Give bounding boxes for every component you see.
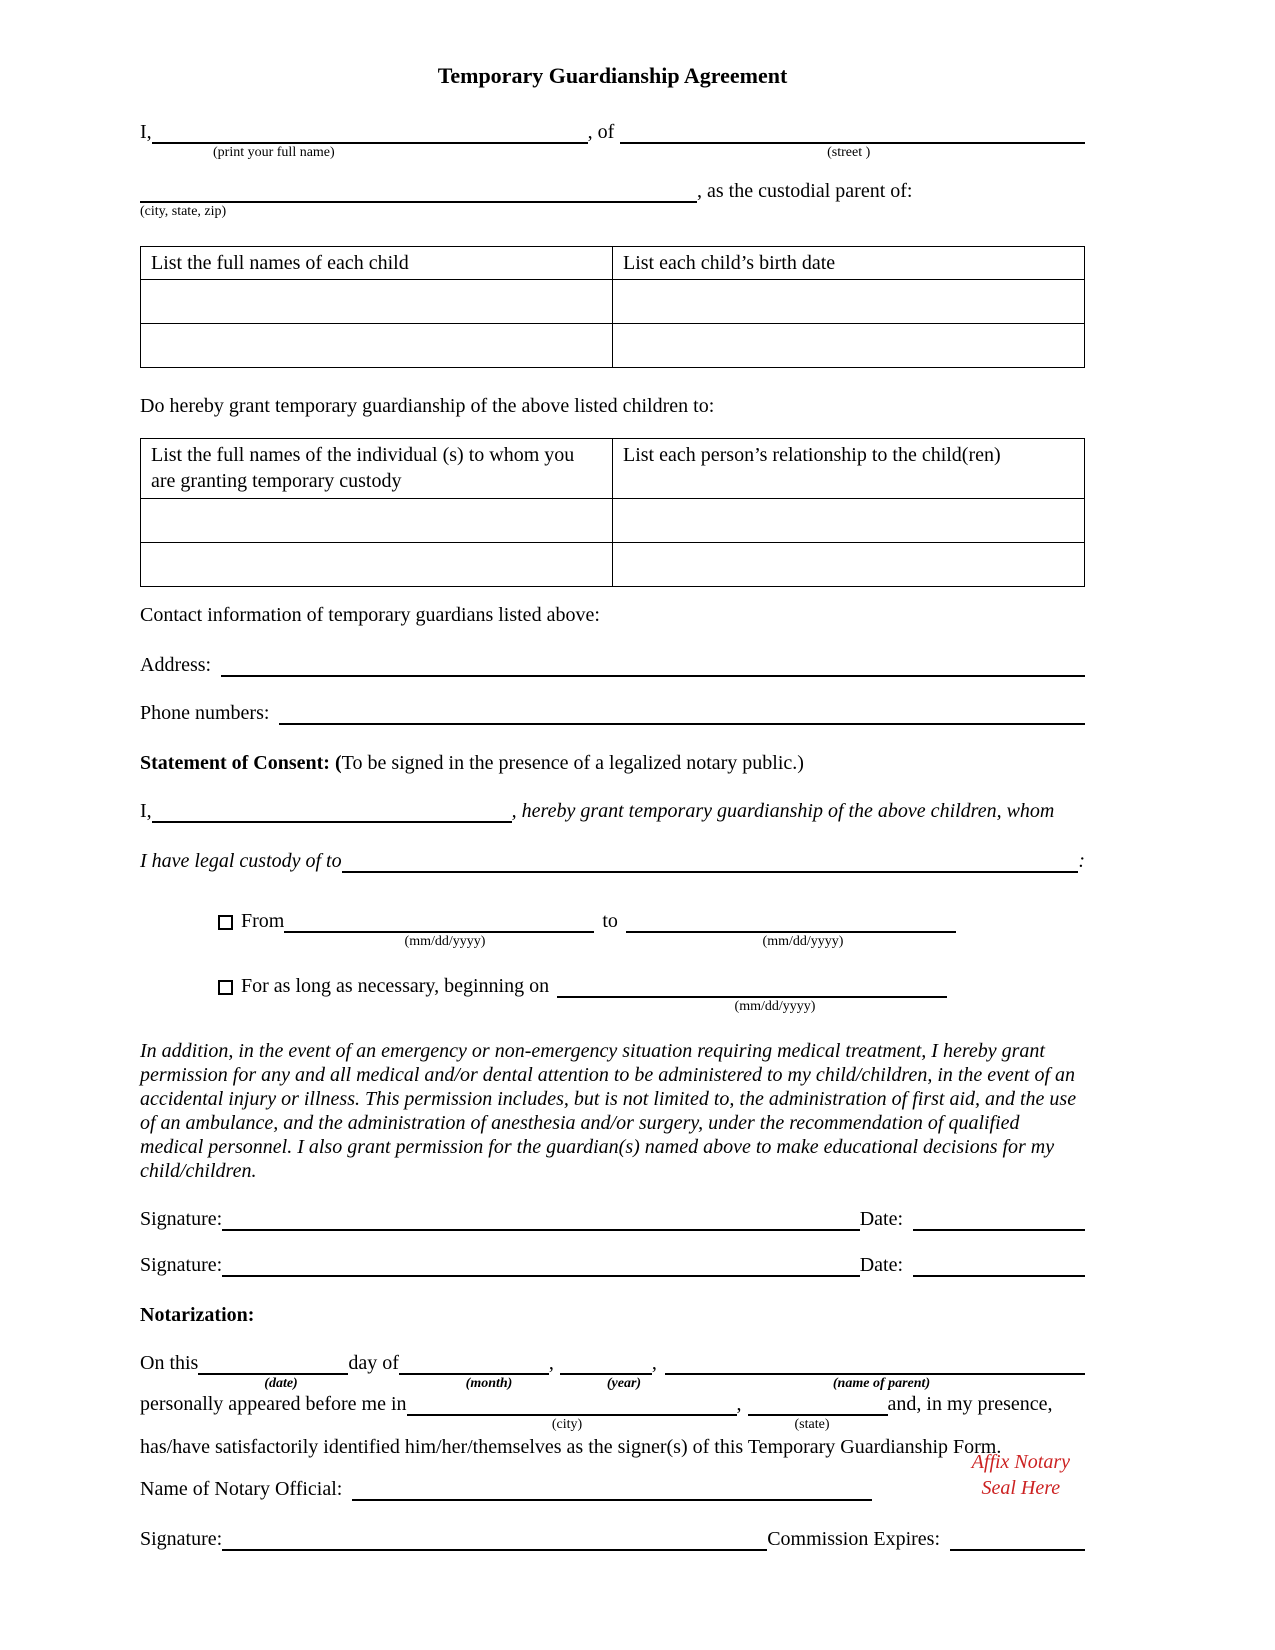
consent-i-label: I, xyxy=(140,800,152,822)
date-range-checkbox[interactable] xyxy=(218,915,233,930)
parent-name-hint: (name of parent) xyxy=(832,1376,931,1391)
notary-parent-name-blank[interactable] xyxy=(665,1351,1085,1375)
intro-hints-1 xyxy=(140,144,1085,161)
notary-bottom-block xyxy=(140,1435,1085,1501)
duration-checkbox[interactable] xyxy=(218,980,233,995)
identified-text: has/have satisfactorily identified him/her/themselves as the signer(s) of this Temporary Guardianship Form. xyxy=(140,1436,1002,1458)
signature-label-2: Signature: xyxy=(140,1254,223,1276)
signature-row-2 xyxy=(140,1253,1085,1277)
consent-heading-bold: Statement of Consent: ( xyxy=(140,752,342,774)
consent-heading xyxy=(140,751,1085,775)
guardians-table-row-1 xyxy=(141,499,1085,543)
city-state-zip-blank[interactable] xyxy=(140,179,697,203)
date-hint: (date) xyxy=(264,1376,298,1391)
child-name-cell-2[interactable] xyxy=(141,324,613,368)
date-label-2: Date: xyxy=(859,1254,903,1276)
appeared-row xyxy=(140,1392,1085,1416)
children-name-header: List the full names of each child xyxy=(141,247,613,280)
children-table-row-2 xyxy=(141,324,1085,368)
guardian-relationship-cell-2[interactable] xyxy=(613,543,1085,587)
phone-blank[interactable] xyxy=(279,701,1085,725)
consent-grant-text: , hereby grant temporary guardianship of the above children, whom xyxy=(511,800,1055,822)
contact-heading: Contact information of temporary guardians listed above: xyxy=(140,604,600,626)
signature-row-1 xyxy=(140,1207,1085,1231)
notary-signature-blank[interactable] xyxy=(222,1527,767,1551)
notary-day-blank[interactable] xyxy=(198,1351,348,1375)
beginning-date-hint: (mm/dd/yyyy) xyxy=(734,999,816,1014)
signature-blank-1[interactable] xyxy=(222,1207,859,1231)
notary-date-row xyxy=(140,1351,1085,1375)
notary-month-blank[interactable] xyxy=(399,1351,549,1375)
print-name-hint: (print your full name) xyxy=(213,145,335,160)
to-label: to xyxy=(602,910,618,932)
notary-comma-2: , xyxy=(651,1352,657,1374)
grant-statement: Do hereby grant temporary guardianship of the above listed children to: xyxy=(140,395,715,417)
duration-row xyxy=(140,974,1085,998)
notary-comma-3: , xyxy=(736,1393,742,1415)
from-date-blank[interactable] xyxy=(284,909,594,933)
date-label-1: Date: xyxy=(859,1208,903,1230)
consent-heading-rest: To be signed in the presence of a legalized notary public.) xyxy=(341,752,804,774)
consent-name-blank[interactable] xyxy=(152,799,512,823)
guardians-table-row-2 xyxy=(141,543,1085,587)
appeared-label: personally appeared before me in xyxy=(140,1393,407,1415)
custody-row xyxy=(140,849,1085,873)
signature-blank-2[interactable] xyxy=(222,1253,859,1277)
state-hint: (state) xyxy=(794,1417,830,1432)
commission-expires-blank[interactable] xyxy=(950,1527,1085,1551)
notary-seal-note xyxy=(972,1449,1070,1501)
of-label: , of xyxy=(587,121,615,143)
custody-text: I have legal custody of to xyxy=(140,850,342,872)
medical-consent-paragraph: In addition, in the event of an emergency or non-emergency situation requiring medical treatment, I hereby grant permission for any and all medical and/or dental attention to be administered to my child/children, in the event of an accidental injury or illness. This permission includes, but is not limited to, the administration of first aid, and the use of an ambulance, and the administration of anesthesia and/or surgery, under the recommendation of qualified medical personnel. I also grant permission for the guardian(s) named above to make educational decisions for my child/children. xyxy=(140,1040,1077,1182)
beginning-date-blank[interactable] xyxy=(557,974,947,998)
month-hint: (month) xyxy=(465,1376,513,1391)
to-date-hint: (mm/dd/yyyy) xyxy=(762,934,844,949)
notary-state-blank[interactable] xyxy=(748,1392,888,1416)
guardians-table-header-row xyxy=(141,439,1085,499)
to-date-blank[interactable] xyxy=(626,909,956,933)
guardian-relationship-header: List each person’s relationship to the child(ren) xyxy=(613,439,1085,499)
custody-names-blank[interactable] xyxy=(342,849,1079,873)
date-blank-1[interactable] xyxy=(913,1207,1085,1231)
phone-row xyxy=(140,701,1085,725)
signature-label-1: Signature: xyxy=(140,1208,223,1230)
intro-hints-2 xyxy=(140,203,1085,220)
address-blank[interactable] xyxy=(221,653,1085,677)
address-row xyxy=(140,653,1085,677)
city-hint: (city) xyxy=(551,1417,583,1432)
date-range-row xyxy=(140,909,1085,933)
page-title: Temporary Guardianship Agreement xyxy=(437,63,788,88)
commission-label: Commission Expires: xyxy=(767,1528,941,1550)
guardian-name-cell-1[interactable] xyxy=(141,499,613,543)
guardians-table xyxy=(140,438,1085,587)
address-label: Address: xyxy=(140,654,212,676)
notary-name-blank[interactable] xyxy=(352,1477,872,1501)
day-of-label: day of xyxy=(348,1352,399,1374)
notary-name-label: Name of Notary Official: xyxy=(140,1478,343,1500)
date-blank-2[interactable] xyxy=(913,1253,1085,1277)
appeared-hints xyxy=(140,1416,1085,1433)
child-name-cell-1[interactable] xyxy=(141,280,613,324)
from-date-hint: (mm/dd/yyyy) xyxy=(404,934,486,949)
street-hint: (street ) xyxy=(827,145,871,160)
custody-colon: : xyxy=(1078,850,1085,872)
on-this-label: On this xyxy=(140,1352,199,1374)
notary-comma-1: , xyxy=(548,1352,554,1374)
seal-note-line-2: Seal Here xyxy=(981,1477,1061,1499)
i-label: I, xyxy=(140,121,152,143)
notary-signature-label: Signature: xyxy=(140,1528,223,1550)
children-table-row-1 xyxy=(141,280,1085,324)
children-dob-header: List each child’s birth date xyxy=(613,247,1085,280)
child-dob-cell-2[interactable] xyxy=(613,324,1085,368)
year-hint: (year) xyxy=(606,1376,642,1391)
presence-label: and, in my presence, xyxy=(887,1393,1053,1415)
notary-date-hints xyxy=(140,1375,1085,1392)
child-dob-cell-1[interactable] xyxy=(613,280,1085,324)
street-blank[interactable] xyxy=(620,120,1085,144)
guardian-name-header: List the full names of the individual (s) to whom you are granting temporary custody xyxy=(141,439,613,499)
notary-city-blank[interactable] xyxy=(407,1392,737,1416)
children-table xyxy=(140,246,1085,368)
notarization-heading: Notarization: xyxy=(140,1304,255,1326)
from-label: From xyxy=(241,910,285,932)
consent-name-row xyxy=(140,799,1085,823)
phone-label: Phone numbers: xyxy=(140,702,270,724)
notary-year-blank[interactable] xyxy=(560,1351,652,1375)
date-range-hints xyxy=(140,933,1085,950)
city-state-zip-hint: (city, state, zip) xyxy=(140,204,227,219)
intro-line-1 xyxy=(140,120,1085,144)
parent-name-blank[interactable] xyxy=(152,120,588,144)
guardian-relationship-cell-1[interactable] xyxy=(613,499,1085,543)
duration-label: For as long as necessary, beginning on xyxy=(241,975,550,997)
notary-name-row xyxy=(140,1477,1085,1501)
seal-note-line-1: Affix Notary xyxy=(971,1451,1070,1473)
guardian-name-cell-2[interactable] xyxy=(141,543,613,587)
notary-signature-row xyxy=(140,1527,1085,1551)
children-table-header-row xyxy=(141,247,1085,280)
intro-line-2 xyxy=(140,179,1085,203)
duration-hints xyxy=(140,998,1085,1015)
custodial-parent-label: , as the custodial parent of: xyxy=(697,180,913,202)
